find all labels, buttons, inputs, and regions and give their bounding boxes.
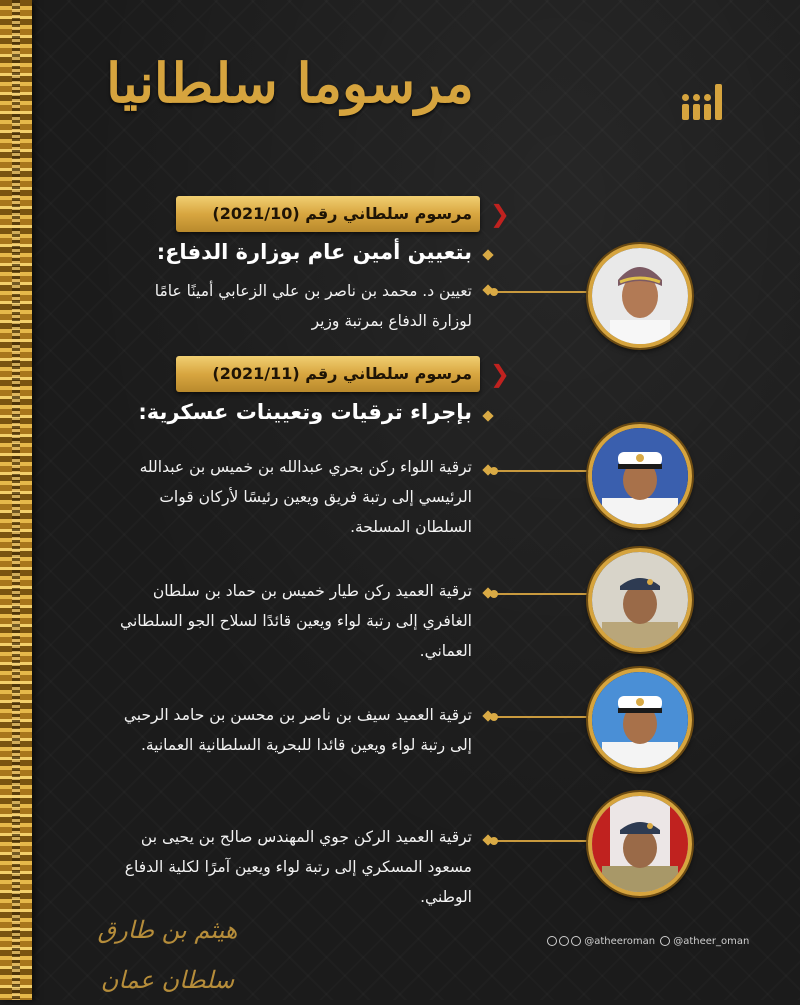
decree-number-banner (176, 356, 480, 392)
social-handle-left[interactable] (545, 936, 655, 947)
youtube-icon (571, 936, 581, 946)
decree-heading: بإجراء ترقيات وتعيينات عسكرية: (138, 400, 472, 424)
person-portrait-airforce (588, 548, 692, 652)
person-portrait-navy (588, 424, 692, 528)
handle-right-text: @atheer_oman (673, 936, 750, 947)
person-portrait-civilian (588, 244, 692, 348)
connector-line (494, 470, 590, 472)
handle-left-text: @atheeroman (584, 936, 656, 947)
social-handle-right[interactable] (658, 936, 749, 947)
twitter-icon (660, 936, 670, 946)
decree-number-banner (176, 196, 480, 232)
atheer-logo-icon (682, 70, 742, 120)
connector-line (494, 291, 590, 293)
chevron-left-icon: ❮ (489, 360, 510, 388)
royal-signature: هيثم بن طارق سلطان عمان (97, 916, 238, 994)
person-portrait-navy-2 (588, 668, 692, 772)
connector-line (494, 840, 590, 842)
decree-heading: بتعيين أمين عام بوزارة الدفاع: (156, 240, 472, 264)
header-calligraphy-title: مرسوما سلطانيا (106, 51, 474, 115)
connector-line (494, 593, 590, 595)
decree-item-text: ترقية العميد الركن جوي المهندس صالح بن يحيى بن مسعود المسكري إلى رتبة لواء ويعين آمرًا لكلية الدفاع الوطني. (124, 828, 472, 906)
facebook-icon (547, 936, 557, 946)
decree-number-label: مرسوم سلطاني رقم (2021/10) (212, 204, 472, 223)
decree-item-text: ترقية اللواء ركن بحري عبدالله بن خميس بن عبدالله الرئيسي إلى رتبة فريق ويعين رئيسًا لأركان قوات السلطان المسلحة. (139, 458, 472, 536)
instagram-icon (559, 936, 569, 946)
gold-border-strip (0, 0, 32, 1000)
decree-number-label: مرسوم سلطاني رقم (2021/11) (212, 364, 472, 383)
connector-line (494, 716, 590, 718)
decree-item-text: تعيين د. محمد بن ناصر بن علي الزعابي أمينًا عامًا لوزارة الدفاع بمرتبة وزير (154, 282, 472, 330)
chevron-left-icon: ❮ (489, 200, 510, 228)
person-portrait-airforce-2 (588, 792, 692, 896)
decree-item-text: ترقية العميد ركن طيار خميس بن حماد بن سلطان الغافري إلى رتبة لواء ويعين قائدًا لسلاح الجو السلطاني العماني. (120, 582, 472, 660)
decree-item-text: ترقية العميد سيف بن ناصر بن محسن بن حامد الرحبي إلى رتبة لواء ويعين قائدا للبحرية السلطانية العمانية. (123, 706, 472, 754)
